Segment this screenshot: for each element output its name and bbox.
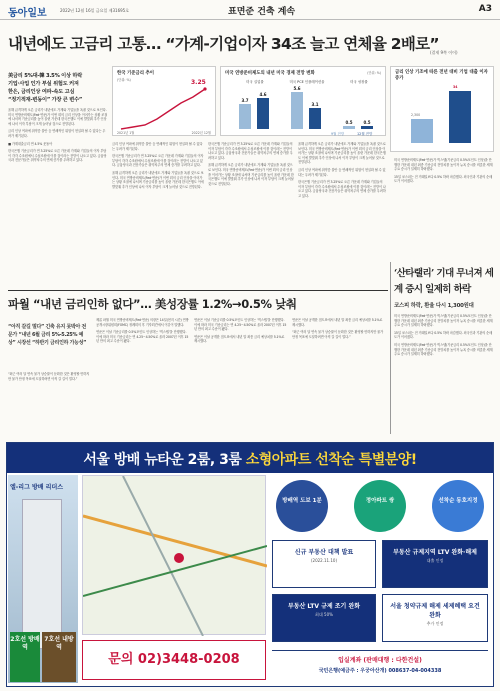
- bar-value: 34: [453, 85, 458, 89]
- paragraph: 금리 인상 여파에 취약층 불안 등 연쇄적인 위험이 현실화 될 수 있다는 우려가 제기된다.: [298, 167, 386, 177]
- column-divider: [390, 262, 391, 434]
- article-column: [112, 142, 204, 288]
- feature-title: 부동산 LTV 규제 조기 완화: [287, 603, 361, 610]
- forecast-bar: [239, 104, 251, 129]
- paragraph: 미국 연방준비제도(Fed·연준)가 빅스텝(기준금리 0.5%포인트 인상)을 단행한 가운데 내년 최종 기준금리 전망치를 높이자 뉴욕 증시를 비롯한 세계 주요 증시가 일제히 하락했다.: [394, 342, 493, 357]
- sidebar-column: [394, 158, 494, 258]
- forecast-bar: [361, 126, 373, 129]
- ad-contact: [272, 650, 488, 682]
- sidebar-column: [394, 314, 494, 434]
- line7-station-badge: 7호선 내방역: [42, 632, 76, 682]
- deposit-account-label: 입실계좌 (판매대행 : 다한건설): [338, 657, 422, 664]
- chart-title: 금리 인상 기조에 따른 전년 대비 기업 대출 이자 증가: [395, 70, 488, 81]
- paragraph: 금리 인상 여파에 취약층 불안 등 연쇄적인 위험이 현실화 될 수 있다는 우려가 제기된다.: [112, 142, 203, 151]
- paragraph: 올해 급격하게 오른 금리가 내년에도 가계와 기업들을 옥죌 것으로 보인다. 미국 연방준비제도(Fed·연준)가 이번 회의 금리 인상을 이어가는 상황 조절에 나서며 기준금리를 높이 올린 가운데 한국은행도 이에 발맞춰 추가 인상에 나서 이자 부담이 크게 늘어날 것으로 전망된다.: [112, 170, 204, 189]
- paragraph: 15일 코스피는 전 거래일보다 0.5% 하락 마감했다. 외국인과 기관의 순매도가 이어졌다.: [394, 330, 493, 340]
- subhead: 기업·사업 인가 부실 위험도 커져: [8, 81, 79, 87]
- base-rate-line-chart: [113, 67, 217, 137]
- article-column: [194, 318, 288, 434]
- feature-box: [382, 540, 488, 588]
- sidebar-subhead: 코스피 하락, 환율 다시 1,300원대: [394, 303, 474, 309]
- rate-line: [121, 89, 205, 129]
- legend-entry: 9월 전망: [331, 132, 345, 136]
- forecast-bar: [291, 92, 303, 129]
- feature-box: [272, 540, 376, 588]
- line2-station-badge: 2호선 방배역: [10, 632, 40, 682]
- paragraph: 한국은행 기준금리가 연 3.25%로 오른 가운데 가계와 기업들의 이자 부담이 각각 수조원에서 수십조원에 이를 것이라는 전망이 나오고 있다. 금융당국과 전문가들은 취약차주의 연체 증가를 우려하고 있다.: [8, 149, 107, 163]
- dateline: 2022년 12월 16일 금요일 제31695호: [60, 8, 130, 13]
- paragraph: 미국 연방준비제도(Fed·연준)가 빅스텝(기준금리 0.5%포인트 인상)을 단행한 가운데 내년 최종 기준금리 전망치를 높이자 뉴욕 증시를 비롯한 세계 주요 증시가 일제히 하락했다.: [394, 314, 493, 328]
- paragraph: 한국은행 기준금리가 연 3.25%로 오른 가운데 가계와 기업들의 이자 부담이 각각 수조원에서 수십조원에 이를 것이라는 전망이 나오고 있다. 금융당국과 전문가들은 취약차주의 연체 증가를 우려하고 있다.: [208, 142, 293, 160]
- project-name: 엘-리그 방배 리더스: [10, 484, 64, 491]
- feature-body: 대출 인정: [426, 558, 444, 563]
- map-roads: [83, 476, 267, 636]
- chart-unit: (단위: %): [117, 78, 131, 82]
- paragraph: 연준은 이날 기준금리를 0.5%포인트 인상하는 ‘빅스텝’을 단행했다. 이에 따라 미국 기준금리는 연 4.25~4.50%로 올라 2007년 이후 15년 만의 최고 수준이 됐다.: [96, 330, 189, 344]
- badge-first-come: 선착순 동호지정: [432, 480, 484, 532]
- feature-box: [382, 594, 488, 642]
- page-number: A3: [478, 4, 492, 14]
- forecast-value: 0.5: [345, 119, 353, 125]
- paragraph: 올해 급격하게 오른 금리가 내년에도 가계와 기업들을 옥죌 것으로 보인다. 미국 연방준비제도(Fed·연준)가 이번 회의 금리 인상을 이어가는 상황 조절에 나서며 기준금리를 높이 올린 가운데 한국은행도 이에 발맞춰 추가 인상에 나서 이자 부담이 크게 늘어날 것으로 전망된다.: [8, 108, 108, 126]
- chart-title: 미국 연방준비제도의 내년 미국 경제 전망 변화: [225, 71, 315, 76]
- subhead: “정기적재-변동이” 가장 큰 변수”: [8, 97, 83, 103]
- bank-account: 국민은행(예금주 : 우궁아산개) 008637-04-004338: [318, 668, 442, 674]
- forecast-value: 3.7: [241, 98, 249, 104]
- section-name: 표면준 건축 계속: [228, 7, 296, 17]
- story2-headline: 파월 “내년 금리인하 없다”… 美성장률 1.2%→0.5% 낮춰: [8, 297, 297, 311]
- subhead: 美금리 5%대-韓 3.5% 이상 하락: [8, 73, 83, 79]
- x-start-label: 2021년 1월: [117, 131, 135, 135]
- article-column: [208, 142, 294, 288]
- feature-body: 최대 50%: [315, 612, 333, 617]
- x-end-label: 2022년 12월: [191, 131, 211, 135]
- feature-body: (2022.11.10): [310, 558, 338, 563]
- main-headline: 내년에도 고금리 고통… “가계-기업이자 34조 늘고 연체율 2배로”: [8, 35, 439, 53]
- paragraph: 연준은 이날 공개한 점도표에서 내년 말 최종 금리 예상치를 5.1%로 제시했다.: [292, 318, 383, 327]
- subhead: 한은, 금리인상 여파-속도 고심: [8, 89, 75, 95]
- subhead-block: [8, 72, 108, 104]
- paragraph: 올해 급격하게 오른 금리가 내년에도 가계와 기업들을 옥죌 것으로 보인다. 미국 연방준비제도(Fed·연준)가 이번 회의 금리 인상을 이어가는 상황 조절에 나서며 기준금리를 높이 올린 가운데 한국은행도 이에 발맞춰 추가 인상에 나서 이자 부담이 크게 늘어날 것으로 전망된다.: [208, 163, 294, 186]
- ad-title: [7, 449, 493, 469]
- article-column: [8, 108, 108, 288]
- group-label: 미국 성장률: [350, 80, 368, 84]
- forecast-bar: [309, 108, 321, 129]
- newspaper-logo: 동아일보: [8, 8, 47, 19]
- section-divider: [8, 290, 388, 291]
- loan-interest-chart: [390, 66, 494, 152]
- fed-forecast-chart: [220, 66, 386, 136]
- ad-title-highlight: 소형아파트 선착순 특별분양!: [245, 452, 417, 468]
- feature-title: 부동산 규제지역 LTV 완화·해제: [393, 549, 477, 556]
- headline-note: (결제 9쪽 이어): [430, 50, 458, 55]
- phone-number[interactable]: 문의 02)3448-0208: [82, 640, 266, 680]
- fed-bar-area: [221, 67, 387, 137]
- feature-title: 신규 부동산 대책 발표: [294, 549, 354, 556]
- feature-title: 서울 청약규제 해제 세제혜택 요건 완화: [390, 603, 480, 619]
- chart-title: 한국 기준금리 추이: [117, 71, 154, 76]
- last-value-label: 3.25: [191, 79, 206, 86]
- forecast-value: 5.6: [293, 85, 301, 91]
- sidebar-headline: ‘산타랠리’ 기대 무너져 세계 증시 일제히 하락: [394, 268, 494, 295]
- story2-quote: “아직 갈길 멀다” 긴축 유지 못박아 전문가 “내년 6월 금리 5%-5.25% 예상” 시장선 “하반기 금리인하 가능성”: [8, 324, 87, 346]
- paragraph: 15일 코스피는 전 거래일보다 0.5% 하락 마감했다. 외국인과 기관의 순매도가 이어졌다.: [394, 174, 493, 184]
- bar: [449, 91, 471, 143]
- article-column: [292, 318, 386, 434]
- chart-unit: (단위: %): [367, 71, 381, 75]
- paragraph: 올해 급격하게 오른 금리가 내년에도 가계와 기업들을 옥죌 것으로 보인다. 미국 연방준비제도(Fed·연준)가 이번 회의 금리 인상을 이어가는 상황 조절에 나서며 기준금리를 높이 올린 가운데 한국은행도 이에 발맞춰 추가 인상에 나서 이자 부담이 크게 늘어날 것으로 전망된다.: [298, 142, 386, 165]
- group-label: 미국 PCE 인플레이션율: [289, 80, 325, 84]
- paragraph: 제롬 파월 미국 연방준비제도(Fed·연준) 의장은 14일(현지 시간) 연방공개시장위원회(FOMC) 정례회의 후 기자회견에서 이같이 말했다.: [96, 318, 189, 327]
- paragraph: 연준은 이날 기준금리를 0.5%포인트 인상하는 ‘빅스텝’을 단행했다. 이에 따라 미국 기준금리는 연 4.25~4.50%로 올라 2007년 이후 15년 만의 최고 수준이 됐다.: [194, 318, 287, 332]
- forecast-value: 4.6: [259, 92, 267, 98]
- badge-station-distance: 방배역 도보 1분: [276, 480, 328, 532]
- bar: [411, 119, 433, 143]
- feature-box: [272, 594, 376, 642]
- paragraph: ■ 가계대출금리 연 4.5% 웃돌아: [8, 141, 53, 146]
- paragraph: “최근 여러 달 연속 물가 상승률이 둔화한 것은 환영할 만하지만 물가 안정 목표에 도달하려면 아직 갈 길이 멀다.”: [292, 330, 384, 339]
- ad-title-main: 서울 방배 뉴타운 2룸, 3룸: [83, 452, 246, 468]
- paragraph: 한국은행 기준금리가 연 3.25%로 오른 가운데 가계와 기업들의 이자 부담이 각각 수조원에서 수십조원에 이를 것이라는 전망이 나오고 있다. 금융당국과 전문가들은 취약차주의 연체 증가를 우려하고 있다.: [298, 180, 386, 198]
- article-column: [96, 318, 190, 434]
- forecast-bar: [343, 126, 355, 129]
- article-column: [298, 142, 386, 288]
- ad-features: [272, 540, 488, 644]
- group-label: 미국 실업률: [246, 80, 264, 84]
- ad-badges: [272, 478, 488, 534]
- badge-apartment: 정아파트 쌍: [354, 480, 406, 532]
- building-icon: [22, 499, 62, 649]
- bar-value: 2,300: [411, 113, 421, 117]
- forecast-value: 3.1: [311, 102, 319, 108]
- paragraph: 한국은행 기준금리가 연 3.25%로 오른 가운데 가계와 기업들의 이자 부담이 각각 수조원에서 수십조원에 이를 것이라는 전망이 나오고 있다. 금융당국과 전문가들은 취약차주의 연체 증가를 우려하고 있다.: [112, 154, 204, 168]
- paragraph: “최근 여러 달 연속 물가 상승률이 둔화한 것은 환영할 만하지만 물가 안정 목표에 도달하려면 아직 갈 길이 멀다.”: [8, 372, 90, 381]
- paragraph: 미국 연방준비제도(Fed·연준)가 빅스텝(기준금리 0.5%포인트 인상)을 단행한 가운데 내년 최종 기준금리 전망치를 높이자 뉴욕 증시를 비롯한 세계 주요 증시가 일제히 하락했다.: [394, 158, 493, 172]
- paragraph: 연준은 이날 공개한 점도표에서 내년 말 최종 금리 예상치를 5.1%로 제시했다.: [194, 334, 285, 344]
- legend-entry: 12월 전망: [357, 132, 373, 136]
- forecast-value: 0.5: [363, 119, 371, 125]
- article-column: [8, 372, 90, 434]
- location-map: [82, 475, 266, 635]
- rate-point: [203, 87, 206, 90]
- feature-body: 추가 인정: [426, 621, 444, 626]
- paragraph: 금리 인상 여파에 취약층 불안 등 연쇄적인 위험이 현실화 될 수 있다는 우려가 제기된다.: [8, 129, 106, 138]
- forecast-bar: [257, 98, 269, 129]
- base-rate-chart: [112, 66, 216, 136]
